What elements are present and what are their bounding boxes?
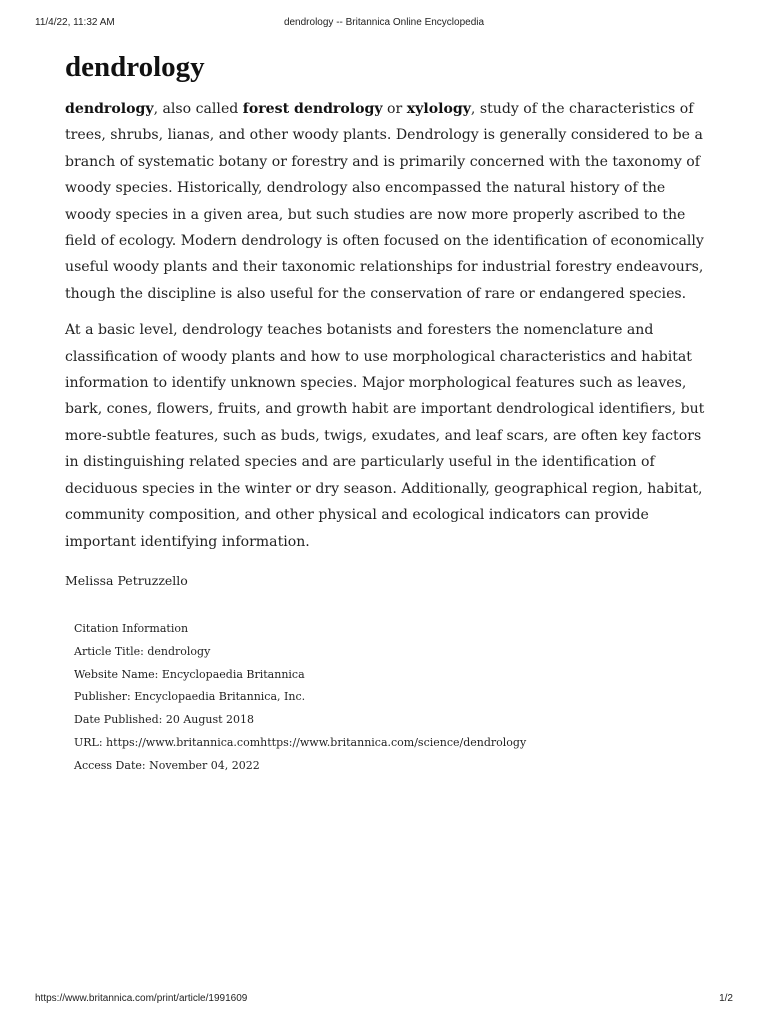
page-number: 1/2: [719, 993, 733, 1004]
article-title: dendrology: [65, 51, 205, 83]
para1-connector-2: or: [382, 101, 407, 117]
term-forest-dendrology: forest dendrology: [242, 101, 383, 117]
citation-heading: Citation Information: [74, 621, 189, 635]
para1-connector-1: , also called: [153, 101, 243, 117]
citation-article-title: Article Title: dendrology: [74, 644, 211, 658]
print-timestamp: 11/4/22, 11:32 AM: [35, 17, 115, 28]
citation-url[interactable]: URL: https://www.britannica.comhttps://www.britannica.com/science/dendrology: [74, 735, 527, 749]
article: [65, 47, 713, 777]
citation-website-name: Website Name: Encyclopaedia Britannica: [74, 667, 305, 681]
article-paragraph-1: [65, 96, 713, 307]
citation-date-published: Date Published: 20 August 2018: [74, 713, 255, 727]
print-page-title: dendrology -- Britannica Online Encyclopedia: [283, 17, 485, 28]
citation-publisher: Publisher: Encyclopaedia Britannica, Inc.: [74, 690, 306, 704]
citation-info: [74, 618, 713, 778]
article-author: Melissa Petruzzello: [65, 572, 188, 588]
print-header: [35, 17, 733, 31]
print-footer-url[interactable]: https://www.britannica.com/print/article/1991609: [35, 993, 248, 1004]
term-xylology: xylology: [406, 101, 471, 117]
article-paragraph-2: At a basic level, dendrology teaches botanists and foresters the nomenclature and classification of woody plants and how to use morphological characteristics and habitat information to identify unknown species. Major morphological features such as leaves, bark, cones, flowers, fruits, and growth habit are important dendrological identifiers, but more-subtle features, such as buds, twigs, exudates, and leaf scars, are often key factors in distinguishing related species and are particularly useful in the identification of deciduous species in the winter or dry season. Additionally, geographical region, habitat, community composition, and other physical and ecological indicators can provide important identifying information.: [65, 322, 705, 550]
term-dendrology: dendrology: [65, 101, 154, 117]
citation-access-date: Access Date: November 04, 2022: [74, 758, 260, 772]
print-footer: [35, 993, 733, 1007]
para1-body: , study of the characteristics of trees, shrubs, lianas, and other woody plants. Dendrology is generally considered to be a branch of systematic botany or forestry and is primarily concerned with the taxonomy of woody species. Historically, dendrology also encompassed the natural history of the woody species in a given area, but such studies are now more properly ascribed to the field of ecology. Modern dendrology is often focused on the identification of economically useful woody plants and their taxonomic relationships for industrial forestry endeavours, though the discipline is also useful for the conservation of rare or endangered species.: [65, 101, 704, 302]
